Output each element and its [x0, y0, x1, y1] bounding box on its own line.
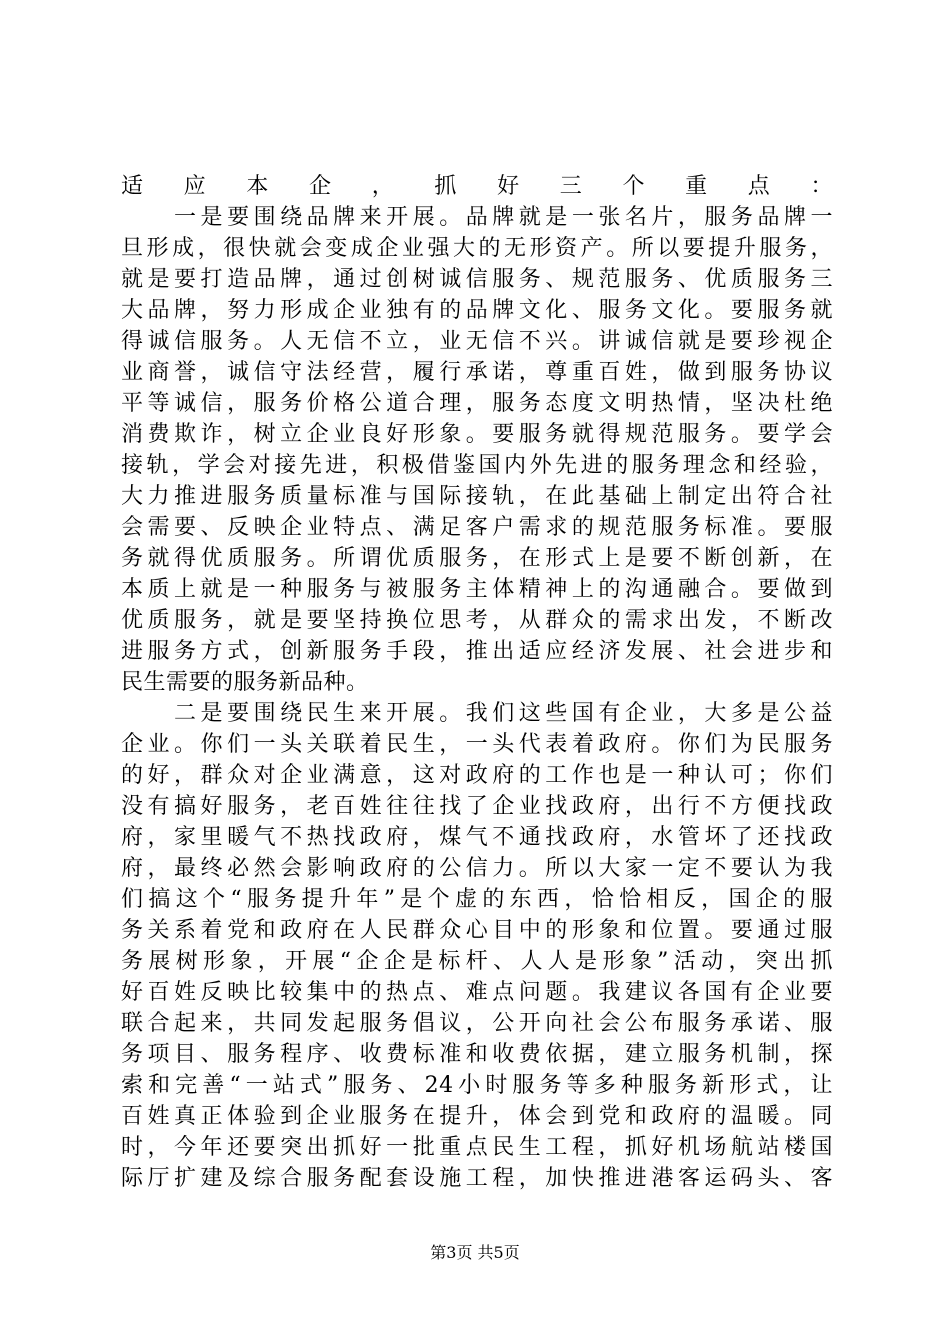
text-line: 百姓真正体验到企业服务在提升，体会到党和政府的温暖。同 [121, 1104, 833, 1129]
text-line: 平等诚信，服务价格公道合理，服务态度文明热情，坚决杜绝 [121, 391, 833, 416]
document-body [121, 171, 833, 1194]
text-line: 大力推进服务质量标准与国际接轨，在此基础上制定出符合社 [121, 484, 833, 509]
text-line: 旦形成，很快就会变成企业强大的无形资产。所以要提升服务， [121, 236, 833, 261]
text-line: 优质服务，就是要坚持换位思考，从群众的需求出发，不断改 [121, 608, 833, 633]
text-line: 二是要围绕民生来开展。我们这些国有企业，大多是公益 [121, 701, 833, 726]
text-line: 务项目、服务程序、收费标准和收费依据，建立服务机制，探 [121, 1042, 833, 1067]
text-line: 得诚信服务。人无信不立，业无信不兴。讲诚信就是要珍视企 [121, 329, 833, 354]
text-line: 索和完善“一站式”服务、24小时服务等多种服务新形式，让 [121, 1073, 833, 1098]
text-line: 企业。你们一头关联着民生，一头代表着政府。你们为民服务 [121, 732, 833, 757]
text-line: 们搞这个“服务提升年”是个虚的东西，恰恰相反，国企的服 [121, 887, 833, 912]
text-line: 进服务方式，创新服务手段，推出适应经济发展、社会进步和 [121, 639, 833, 664]
text-line: 府，家里暖气不热找政府，煤气不通找政府，水管坏了还找政 [121, 825, 833, 850]
text-line: 没有搞好服务，老百姓往往找了企业找政府，出行不方便找政 [121, 794, 833, 819]
text-line: 好百姓反映比较集中的热点、难点问题。我建议各国有企业要 [121, 980, 833, 1005]
text-line: 大品牌，努力形成企业独有的品牌文化、服务文化。要服务就 [121, 298, 833, 323]
text-line: 务关系着党和政府在人民群众心目中的形象和位置。要通过服 [121, 918, 833, 943]
text-line: 接轨，学会对接先进，积极借鉴国内外先进的服务理念和经验， [121, 453, 833, 478]
text-line: 就是要打造品牌，通过创树诚信服务、规范服务、优质服务三 [121, 267, 833, 292]
page-number-footer: 第3页 共5页 [430, 1243, 520, 1262]
text-line: 务展树形象，开展“企企是标杆、人人是形象”活动，突出抓 [121, 949, 833, 974]
text-line: 本质上就是一种服务与被服务主体精神上的沟通融合。要做到 [121, 577, 833, 602]
text-line: 一是要围绕品牌来开展。品牌就是一张名片，服务品牌一 [121, 205, 833, 230]
text-line: 业商誉，诚信守法经营，履行承诺，尊重百姓，做到服务协议 [121, 360, 833, 385]
text-line: 的好，群众对企业满意，这对政府的工作也是一种认可；你们 [121, 763, 833, 788]
text-line: 府，最终必然会影响政府的公信力。所以大家一定不要认为我 [121, 856, 833, 881]
text-line: 民生需要的服务新品种。 [121, 670, 369, 695]
text-line: 联合起来，共同发起服务倡议，公开向社会公布服务承诺、服 [121, 1011, 833, 1036]
text-line: 会需要、反映企业特点、满足客户需求的规范服务标准。要服 [121, 515, 833, 540]
text-line: 时，今年还要突出抓好一批重点民生工程，抓好机场航站楼国 [121, 1135, 833, 1160]
text-line: 际厅扩建及综合服务配套设施工程，加快推进港客运码头、客 [121, 1166, 833, 1191]
text-line: 务就得优质服务。所谓优质服务，在形式上是要不断创新，在 [121, 546, 833, 571]
text-line: 消费欺诈，树立企业良好形象。要服务就得规范服务。要学会 [121, 422, 833, 447]
text-line: 适应本企，抓好三个重点： [121, 174, 833, 199]
